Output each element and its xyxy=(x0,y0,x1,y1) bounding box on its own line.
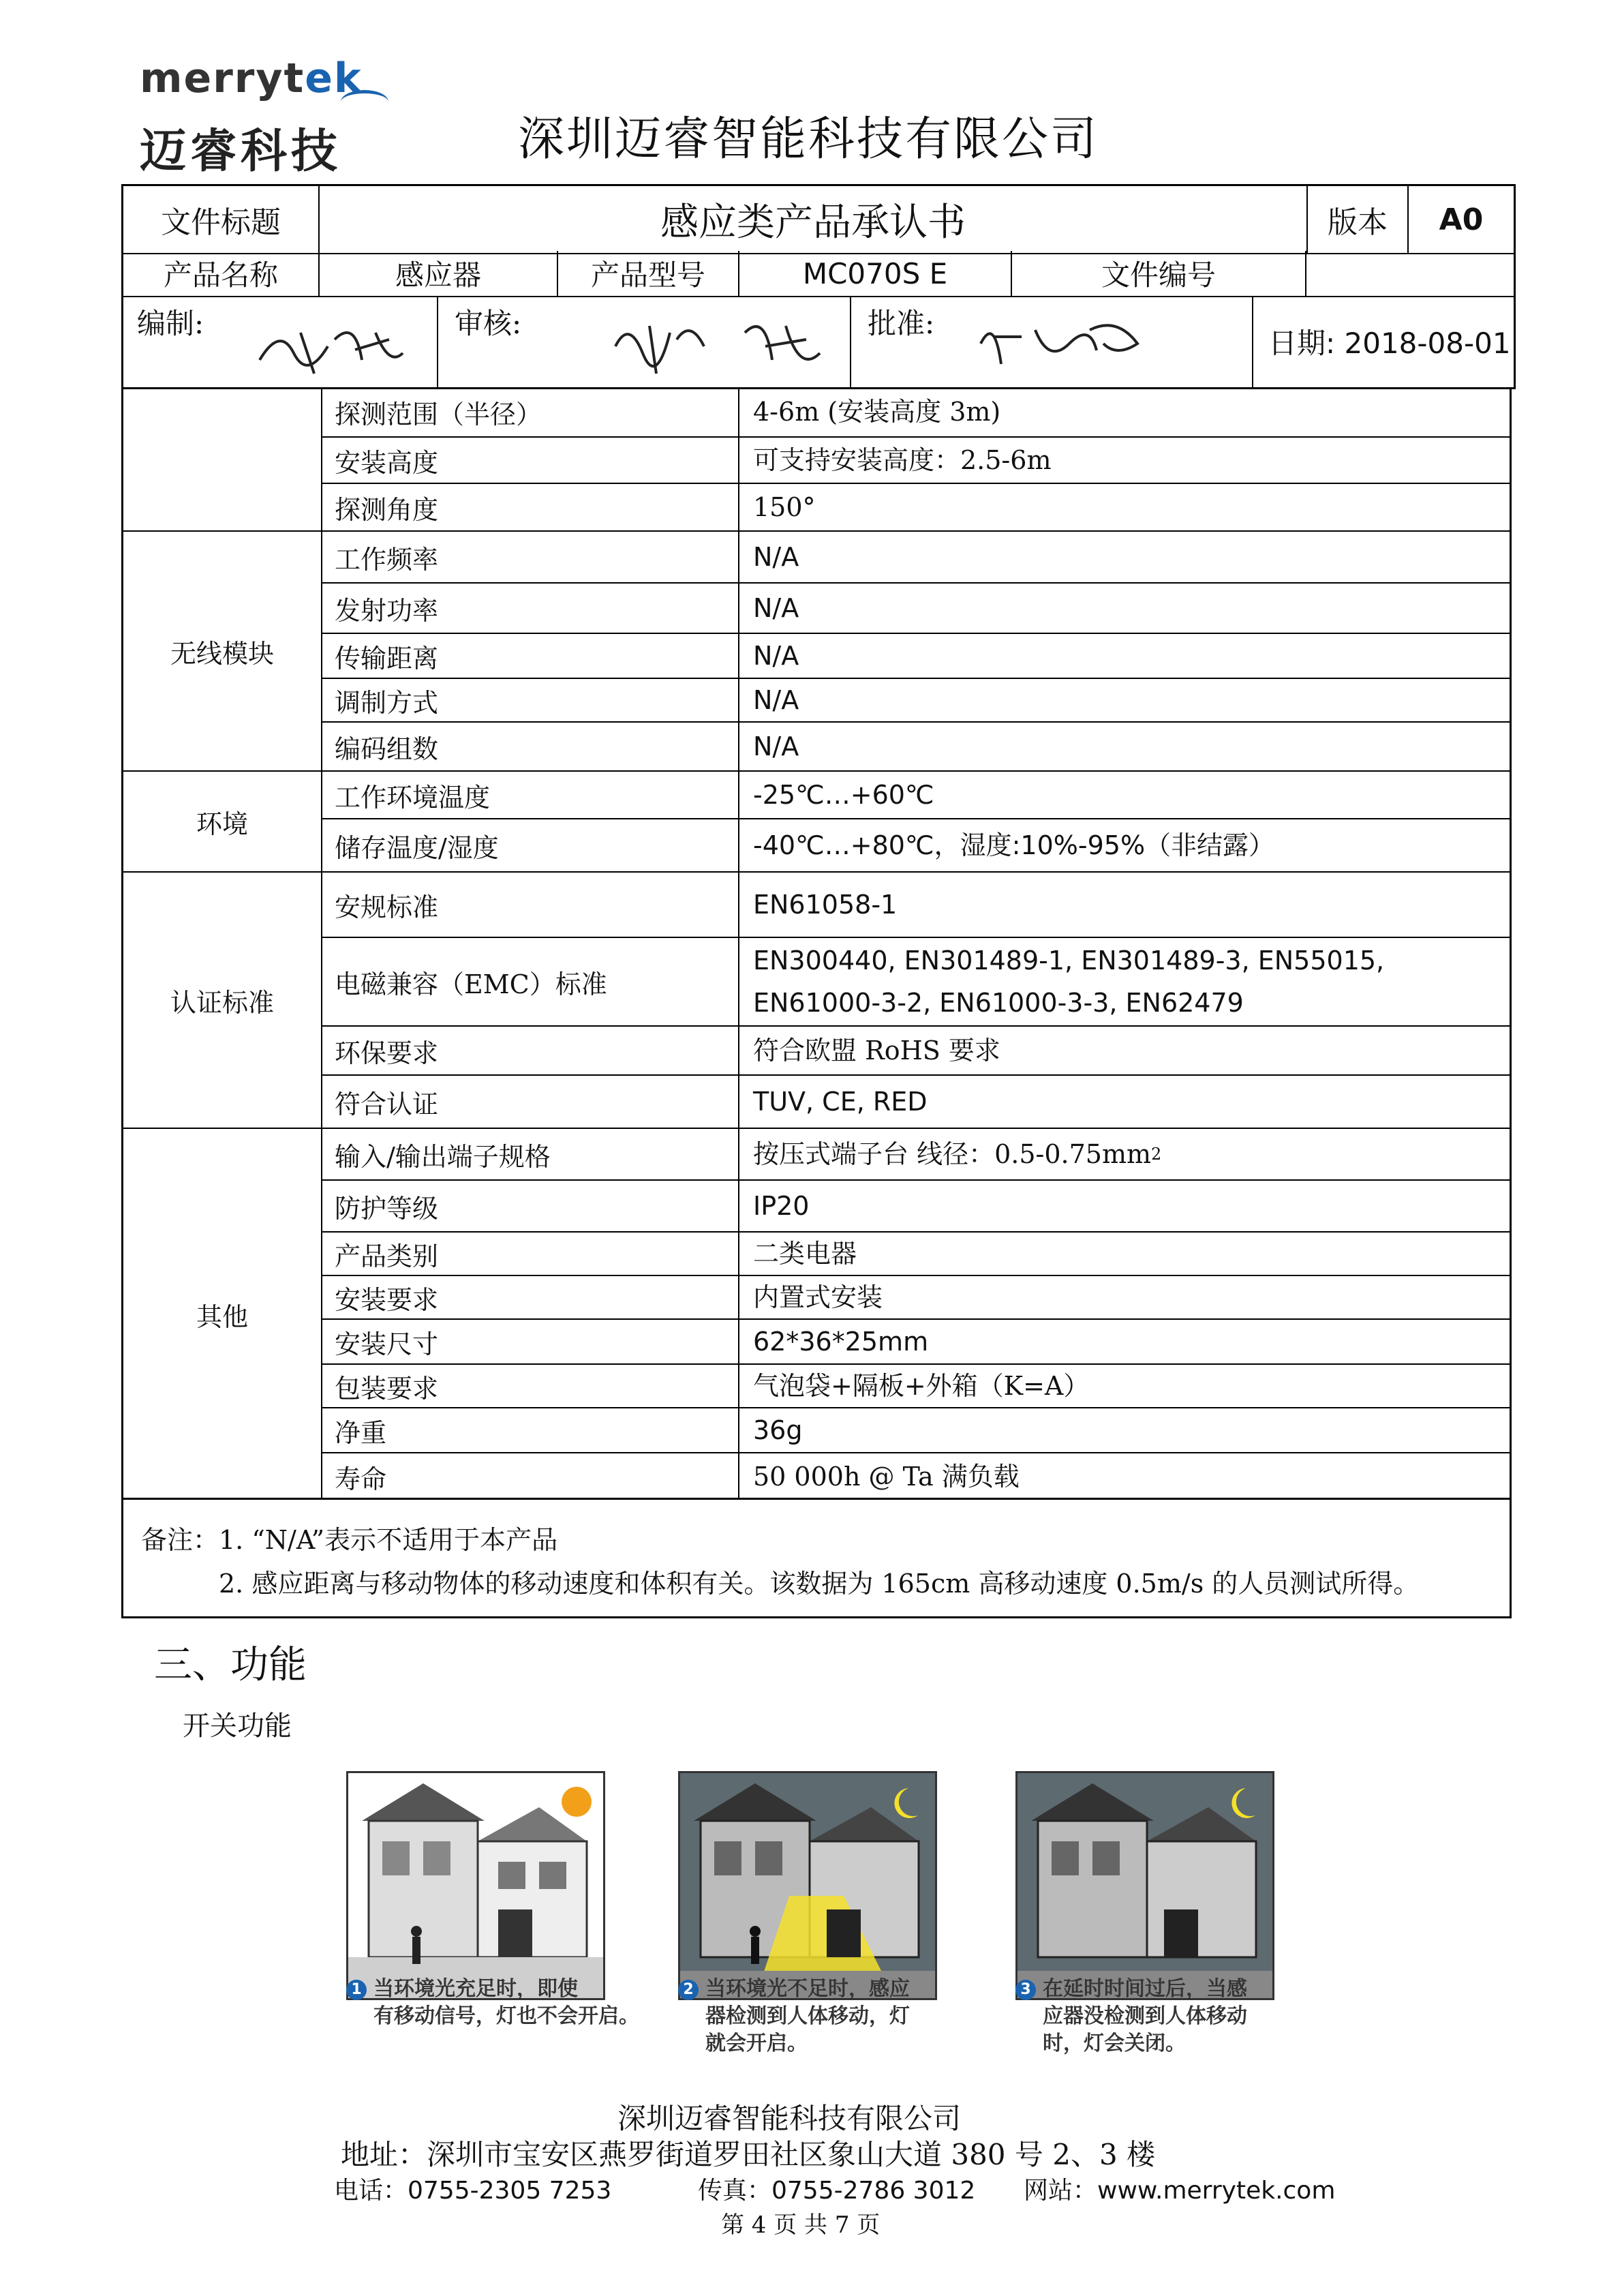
doc-number-label: 文件编号 xyxy=(1011,251,1305,296)
date-cell: 日期: 2018-08-01 xyxy=(1252,296,1514,387)
header-row-product xyxy=(121,251,1516,297)
doc-title: 感应类产品承认书 xyxy=(318,186,1306,253)
group-detection xyxy=(123,387,321,532)
company-title: 深圳迈睿智能科技有限公司 xyxy=(518,112,1099,166)
illustration-night-on xyxy=(678,1771,937,2000)
group-wireless: 无线模块 xyxy=(123,532,321,772)
caption-2: 2 当环境光不足时，感应 器检测到人体移动，灯 就会开启。 xyxy=(678,1976,910,2057)
spec-row: 编码组数 N/A xyxy=(321,723,1510,772)
company-logo xyxy=(140,55,399,179)
page-number: 第 4 页 共 7 页 xyxy=(721,2211,881,2239)
spec-row: 寿命 50 000h @ Ta 满负载 xyxy=(321,1453,1510,1500)
logo-chinese: 迈睿科技 xyxy=(140,125,342,179)
illustration-night-off xyxy=(1015,1771,1274,2000)
spec-row: 电磁兼容（EMC）标准 EN300440, EN301489-1, EN301489-3, EN55015, EN61000-3-2, EN61000-3-3, EN62479 xyxy=(321,938,1510,1027)
doc-title-label: 文件标题 xyxy=(161,205,281,240)
doc-number xyxy=(1305,251,1514,296)
step-number-icon: 2 xyxy=(678,1980,699,2000)
footer-fax: 传真：0755-2786 3012 xyxy=(698,2177,976,2205)
product-name-label: 产品名称 xyxy=(163,258,278,292)
prepared-cell xyxy=(123,296,437,387)
house-light-on-image xyxy=(680,1773,935,1998)
step-number-icon: 3 xyxy=(1015,1980,1036,2000)
footer-company: 深圳迈睿智能科技有限公司 xyxy=(617,2102,962,2135)
version-label: 版本 xyxy=(1306,186,1407,253)
prepared-signature xyxy=(253,312,410,380)
approved-cell xyxy=(850,296,1252,387)
note-2: 2. 感应距离与移动物体的移动速度和体积有关。该数据为 165cm 高移动速度 0.5m/s 的人员测试所得。 xyxy=(219,1569,1420,1599)
group-other: 其他 xyxy=(196,1301,248,1332)
header-row-title xyxy=(121,184,1516,254)
spec-row: 环保要求 符合欧盟 RoHS 要求 xyxy=(321,1027,1510,1076)
spec-row: 符合认证 TUV, CE, RED xyxy=(321,1076,1510,1129)
spec-row: 探测范围（半径） 4-6m (安装高度 3m) xyxy=(321,387,1510,438)
spec-row: 净重 36g xyxy=(321,1408,1510,1453)
logo-english: merrytek xyxy=(140,55,363,102)
approved-label: 批准: xyxy=(868,307,935,340)
footer-phone: 电话：0755-2305 7253 xyxy=(334,2177,612,2205)
section-subtitle: 开关功能 xyxy=(183,1710,292,1742)
reviewed-label: 审核: xyxy=(455,307,522,340)
spec-row: 发射功率 N/A xyxy=(321,584,1510,634)
footer-website: 网站：www.merrytek.com xyxy=(1024,2177,1336,2205)
spec-row: 安装尺寸 62*36*25mm xyxy=(321,1320,1510,1365)
logo-arc-icon xyxy=(341,90,388,114)
spec-row: 安规标准 EN61058-1 xyxy=(321,873,1510,938)
step-number-icon: 1 xyxy=(346,1980,367,2000)
footer-address: 地址：深圳市宝安区燕罗街道罗田社区象山大道 380 号 2、3 楼 xyxy=(341,2138,1156,2171)
spec-table xyxy=(121,387,1512,1500)
reviewed-cell xyxy=(437,296,850,387)
group-certification: 认证标准 xyxy=(123,873,321,1129)
spec-row: 传输距离 N/A xyxy=(321,634,1510,679)
spec-row: 工作环境温度 -25℃…+60℃ xyxy=(321,772,1510,819)
spec-row: 安装要求 内置式安装 xyxy=(321,1276,1510,1320)
caption-1: 1 当环境光充足时，即使 有移动信号，灯也不会开启。 xyxy=(346,1976,639,2030)
group-environment: 环境 xyxy=(123,772,321,873)
spec-row: 防护等级 IP20 xyxy=(321,1181,1510,1233)
product-model: MC070S E xyxy=(738,251,1011,296)
product-name: 感应器 xyxy=(318,251,557,296)
caption-3: 3 在延时时间过后，当感 应器没检测到人体移动 时，灯会关闭。 xyxy=(1015,1976,1247,2057)
house-daylight-image xyxy=(348,1773,603,1998)
section-title: 三、功能 xyxy=(154,1643,307,1687)
product-model-label: 产品型号 xyxy=(557,251,738,296)
approved-signature xyxy=(974,309,1151,378)
note-1: 备注：1. “N/A”表示不适用于本产品 xyxy=(141,1525,558,1555)
spec-row: 产品类别 二类电器 xyxy=(321,1233,1510,1276)
prepared-label: 编制: xyxy=(137,307,204,340)
spec-row: 输入/输出端子规格 按压式端子台 线径：0.5-0.75mm 2 xyxy=(321,1129,1510,1181)
reviewed-signature xyxy=(609,305,833,384)
version-value: A0 xyxy=(1407,186,1514,253)
house-light-off-image xyxy=(1017,1773,1272,1998)
header-row-signatures xyxy=(121,296,1516,389)
spec-row: 工作频率 N/A xyxy=(321,532,1510,584)
illustration-daylight xyxy=(346,1771,605,2000)
spec-row: 包装要求 气泡袋+隔板+外箱（K=A） xyxy=(321,1365,1510,1408)
spec-row: 储存温度/湿度 -40℃…+80℃，湿度:10%-95%（非结露） xyxy=(321,819,1510,873)
spec-row: 探测角度 150° xyxy=(321,484,1510,532)
spec-row: 调制方式 N/A xyxy=(321,679,1510,723)
notes-box xyxy=(121,1500,1512,1618)
spec-row: 安装高度 可支持安装高度：2.5-6m xyxy=(321,438,1510,484)
